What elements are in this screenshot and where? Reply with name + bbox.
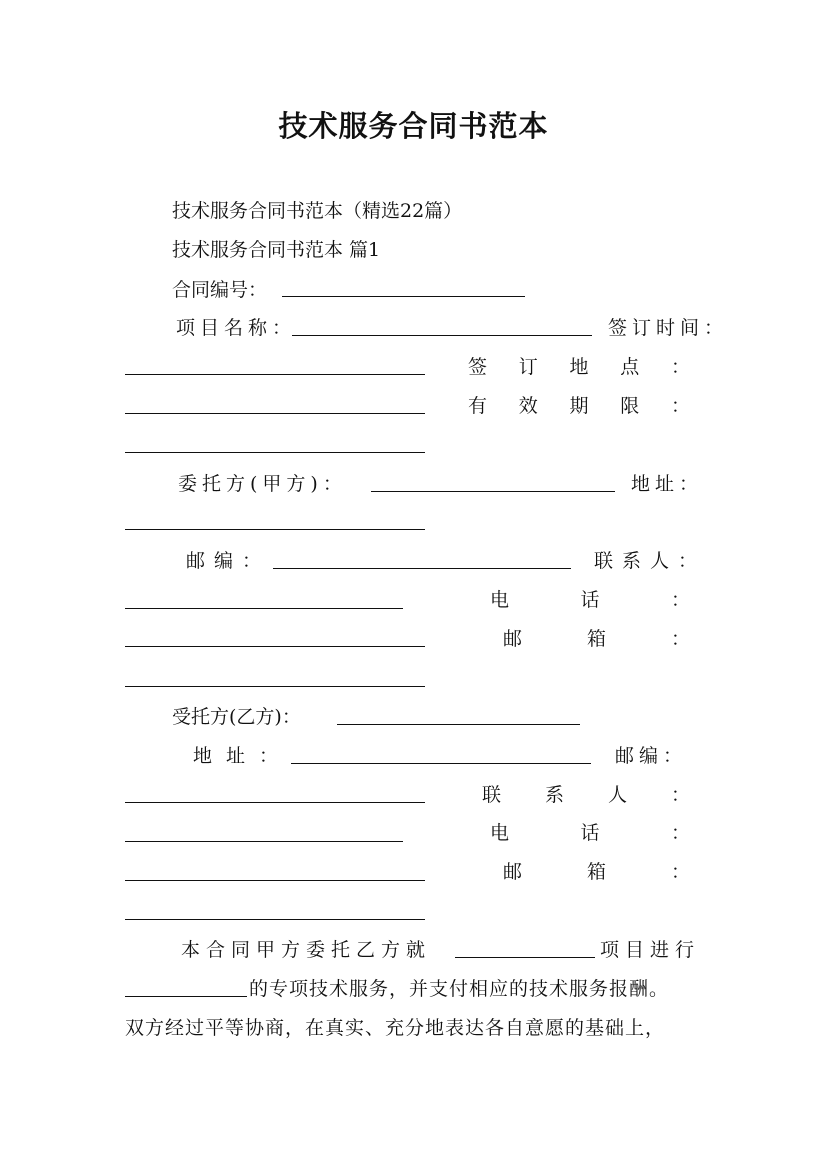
sign-place-blank[interactable] — [125, 413, 425, 414]
party-b-phone-blank[interactable] — [125, 880, 425, 881]
party-a-blank[interactable] — [371, 491, 615, 492]
contract-no-label: 合同编号： — [172, 279, 268, 301]
party-a-phone-blank[interactable] — [125, 646, 425, 647]
party-b-mailbox-blank[interactable] — [125, 919, 425, 920]
party-a-address-label: 地址： — [631, 473, 704, 495]
sign-place-label: 签 订 地 点 ： — [468, 356, 690, 378]
party-b-label: 受托方(乙方)： — [172, 706, 301, 728]
party-b-phone-label: 电 话 ： — [490, 822, 690, 844]
party-a-mailbox-label: 邮 箱 ： — [503, 628, 690, 650]
body-text-1b: 项目进行 — [600, 939, 701, 961]
body-text-1c: 的专项技术服务，并支付相应的技术服务报酬。 — [249, 978, 670, 1000]
party-b-mailbox-label: 邮 箱 ： — [503, 861, 690, 883]
party-b-contact-label: 联 系 人 ： — [482, 784, 690, 806]
service-blank[interactable] — [125, 996, 247, 997]
party-a-address-blank[interactable] — [125, 529, 425, 530]
body-text-1d: 双方经过平等协商，在真实、充分地表达各自意愿的基础上， — [125, 1017, 666, 1039]
party-a-postcode-blank[interactable] — [273, 568, 571, 569]
project-name-label: 项目名称： — [176, 317, 297, 339]
party-b-address-blank[interactable] — [291, 763, 591, 764]
party-b-postcode-blank[interactable] — [125, 802, 425, 803]
project-name-blank[interactable] — [292, 335, 592, 336]
subtitle: 技术服务合同书范本（精选22篇） — [172, 200, 463, 222]
party-b-blank[interactable] — [337, 724, 580, 725]
valid-period-blank[interactable] — [125, 452, 425, 453]
valid-period-label: 有 效 期 限 ： — [468, 395, 690, 417]
body-text-1a: 本合同甲方委托乙方就 — [181, 939, 432, 961]
section-heading: 技术服务合同书范本 篇1 — [172, 239, 381, 261]
sign-time-blank[interactable] — [125, 374, 425, 375]
party-b-contact-blank[interactable] — [125, 841, 403, 842]
sign-time-label: 签订时间： — [608, 317, 729, 339]
party-a-label: 委托方(甲方)： — [178, 473, 347, 495]
party-b-postcode-label: 邮编： — [615, 745, 688, 767]
party-a-postcode-label: 邮编： — [186, 550, 271, 572]
document-title: 技术服务合同书范本 — [278, 109, 549, 143]
party-a-contact-label: 联系人： — [594, 550, 707, 572]
party-a-contact-blank[interactable] — [125, 608, 403, 609]
party-a-mailbox-blank[interactable] — [125, 686, 425, 687]
project-blank[interactable] — [455, 957, 595, 958]
party-b-address-label: 地址： — [193, 745, 293, 767]
contract-no-blank[interactable] — [282, 296, 525, 297]
party-a-phone-label: 电 话 ： — [490, 589, 690, 611]
